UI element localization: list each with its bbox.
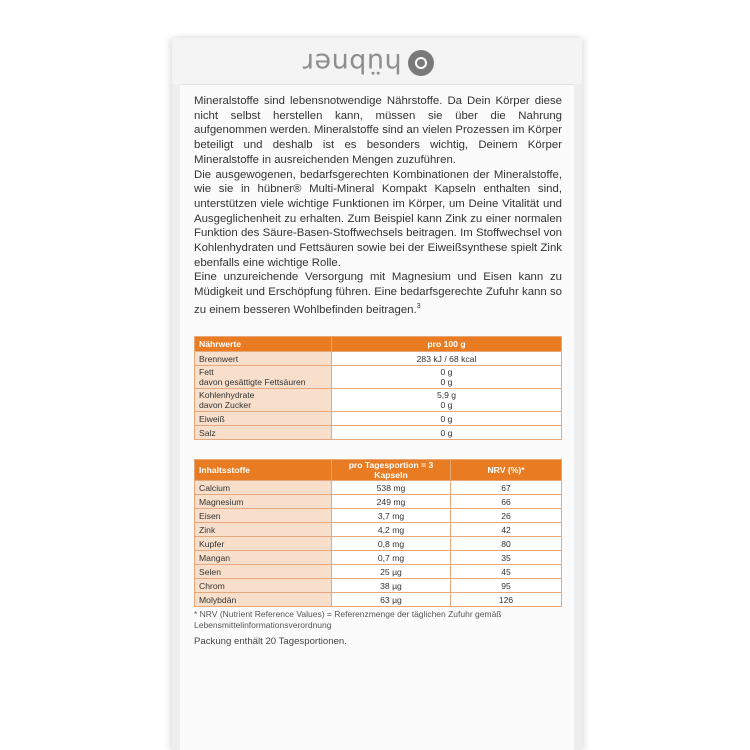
nutrition-header-label: Nährwerte (195, 337, 332, 352)
table-row (195, 481, 562, 495)
ingredient-amount: 25 µg (332, 565, 451, 579)
ingredient-name: Zink (195, 523, 332, 537)
ingredient-nrv: 67 (451, 481, 562, 495)
table-row (195, 565, 562, 579)
table-row (195, 537, 562, 551)
footnote-marker: 3 (416, 302, 421, 310)
table-row (195, 523, 562, 537)
ingredient-nrv: 26 (451, 509, 562, 523)
ingredient-amount: 0,7 mg (332, 551, 451, 565)
ingredients-header-label: Inhaltsstoffe (195, 460, 332, 481)
ingredient-name: Selen (195, 565, 332, 579)
ingredient-name: Molybdän (195, 593, 332, 607)
ingredient-amount: 4,2 mg (332, 523, 451, 537)
table-row (195, 579, 562, 593)
huebner-logo-icon (408, 50, 434, 76)
ingredient-amount: 249 mg (332, 495, 451, 509)
nutrient-value: 0 g (332, 426, 562, 440)
brand-mark (258, 48, 478, 78)
nutrition-header-row (195, 337, 562, 352)
table-row (195, 366, 562, 389)
table-row (195, 412, 562, 426)
table-row (195, 426, 562, 440)
nutrient-value: 0 g 0 g (332, 366, 562, 389)
intro-paragraph-2: Die ausgewogenen, bedarfsgerechten Kombinationen der Mineralstoffe, wie sie in hübner® Multi-Mineral Kompakt Kapseln enthalten sind, unterstützen viele wichtige Funktionen im Körper, um Deine Vitalität und Ausgeglichenheit zu erhalten. Zum Beispiel kann Zink zu einer normalen Funktion des Säure-Basen-Stoffwechsels beitragen. Im Stoffwechsel von Kohlenhydraten und Fettsäuren sowie bei der Eiweißsynthese spielt Zink ebenfalls eine wichtige Rolle. (194, 168, 562, 269)
nutrient-label: Kohlenhydrate davon Zucker (195, 389, 332, 412)
intro-paragraph-3: Eine unzureichende Versorgung mit Magnesium und Eisen kann zu Müdigkeit und Erschöpfung führen. Eine bedarfsgerechte Zufuhr kann so zu einem besseren Wohlbefinden beitragen.$^3$ (194, 271, 562, 316)
ingredient-name: Eisen (195, 509, 332, 523)
ingredients-body (195, 481, 562, 607)
ingredient-amount: 3,7 mg (332, 509, 451, 523)
ingredient-name: Calcium (195, 481, 332, 495)
ingredient-nrv: 66 (451, 495, 562, 509)
nutrient-label: Salz (195, 426, 332, 440)
package-right-edge (574, 84, 582, 750)
table-row (195, 551, 562, 565)
ingredient-nrv: 80 (451, 537, 562, 551)
ingredient-name: Kupfer (195, 537, 332, 551)
ingredient-nrv: 45 (451, 565, 562, 579)
ingredient-nrv: 35 (451, 551, 562, 565)
brand-name: hübner (302, 47, 402, 79)
ingredients-header-row (195, 460, 562, 481)
table-row (195, 593, 562, 607)
nutrient-label: Brennwert (195, 352, 332, 366)
table-row (195, 389, 562, 412)
intro-text (194, 94, 562, 317)
nutrient-value: 283 kJ / 68 kcal (332, 352, 562, 366)
ingredient-nrv: 95 (451, 579, 562, 593)
ingredients-table (194, 459, 562, 607)
nutrition-header-value: pro 100 g (332, 337, 562, 352)
nrv-footnote: * NRV (Nutrient Reference Values) = Referenzmenge der täglichen Zufuhr gemäß Lebensmittelinformationsverordnung (194, 609, 502, 630)
table-row (195, 509, 562, 523)
ingredient-name: Magnesium (195, 495, 332, 509)
package-left-edge (172, 84, 180, 750)
ingredient-amount: 63 µg (332, 593, 451, 607)
table-row (195, 495, 562, 509)
ingredient-amount: 38 µg (332, 579, 451, 593)
ingredient-name: Chrom (195, 579, 332, 593)
package-note: Packung enthält 20 Tagesportionen. (194, 636, 347, 647)
ingredient-amount: 0,8 mg (332, 537, 451, 551)
ingredient-amount: 538 mg (332, 481, 451, 495)
nutrient-label: Fett davon gesättigte Fettsäuren (195, 366, 332, 389)
ingredients-header-nrv: NRV (%)* (451, 460, 562, 481)
table-row (195, 352, 562, 366)
ingredient-nrv: 42 (451, 523, 562, 537)
nutrient-value: 5,9 g 0 g (332, 389, 562, 412)
intro-paragraph-1: Mineralstoffe sind lebensnotwendige Nährstoffe. Da Dein Körper diese nicht selbst herstellen kann, müssen sie über die Nahrung aufgenommen werden. Mineralstoffe sind an vielen Prozessen im Körper beteiligt und deshalb ist es besonders wichtig, Deinem Körper Mineralstoffe in ausreichenden Mengen zuzuführen. (194, 95, 562, 166)
nutrition-table (194, 336, 562, 440)
ingredient-nrv: 126 (451, 593, 562, 607)
ingredient-name: Mangan (195, 551, 332, 565)
ingredients-header-portion: pro Tagesportion = 3 Kapseln (332, 460, 451, 481)
nutrient-value: 0 g (332, 412, 562, 426)
nutrient-label: Eiweiß (195, 412, 332, 426)
